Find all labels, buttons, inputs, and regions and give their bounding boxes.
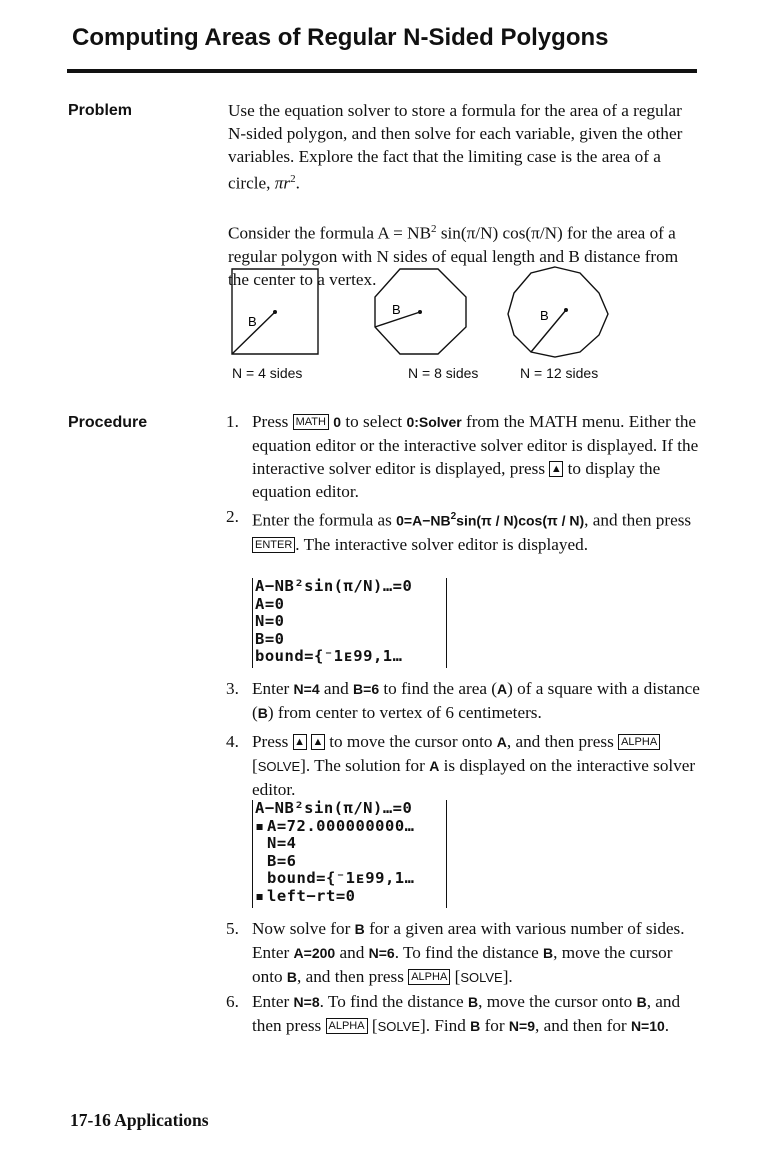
calculator-screen-2 (252, 800, 447, 908)
alpha-key: ALPHA (408, 969, 450, 985)
step-3: 3. Enter N=4 and B=6 to find the area (A) of a square with a distance (B) from center to vertex of 6 centimeters. (226, 679, 700, 722)
polygon-figures (220, 262, 640, 382)
math-key: MATH (293, 414, 329, 430)
screen-line: ▪ left−rt=0 (255, 886, 356, 905)
screen-line: B=0 (255, 629, 285, 648)
octagon-caption: N = 8 sides (408, 365, 479, 381)
step-4: 4. Press ▲ ▲ to move the cursor onto A, and then press ALPHA [SOLVE]. The solution for A is displayed on the interactive solver editor. (226, 732, 696, 799)
step-number: 2. (226, 507, 239, 526)
screen-line: A=0 (255, 594, 285, 613)
screen-line: N=0 (255, 612, 285, 630)
screen-line: bound={⁻1ᴇ99,1… (255, 647, 403, 665)
alpha-key: ALPHA (326, 1018, 368, 1034)
problem-paragraph-2: Consider the formula $A = NB^2$ sin(π/N) cos(π/N) for the area of a regular polygon with N sides of equal length and B distance from the center to a vertex. (228, 223, 679, 289)
dodecagon-radius-label: B (540, 308, 549, 323)
screen-line: B=6 (267, 851, 297, 870)
calculator-screen-1 (252, 578, 447, 668)
square-radius-label: B (248, 314, 257, 329)
step-5: 5. Now solve for B for a given area with various number of sides. Enter A=200 and N=6. To find the distance B, move the cursor onto B, and then press ALPHA [SOLVE]. (226, 919, 685, 986)
enter-key: ENTER (252, 537, 295, 553)
step-6: 6. Enter N=8. To find the distance B, move the cursor onto B, and then press ALPHA [SOLVE]. Find B for N=9, and then for N=10. (226, 992, 681, 1035)
screen-line: A−NB²sin(π/N)…=0 (255, 800, 413, 817)
problem-heading: Problem (68, 102, 133, 119)
screen-line: N=4 (267, 834, 297, 852)
title-rule (67, 69, 697, 73)
octagon-figure (375, 269, 466, 354)
octagon-radius-label: B (392, 302, 401, 317)
step-number: 6. (226, 992, 239, 1011)
step-1: 1. Press MATH 0 to select 0:Solver from the MATH menu. Either the equation editor or the interactive solver editor is displayed. If the interactive solver editor is displayed, press ▲ to display the equation editor. (226, 412, 699, 501)
up-arrow-key: ▲ (312, 736, 324, 748)
screen-line: ▪ A=72.000000000… (255, 816, 415, 835)
procedure-heading: Procedure (68, 414, 148, 431)
square-caption: N = 4 sides (232, 365, 303, 381)
page-title: Computing Areas of Regular N-Sided Polygons (72, 24, 609, 51)
step-number: 5. (226, 919, 239, 938)
step-number: 3. (226, 679, 239, 698)
alpha-key: ALPHA (618, 734, 660, 750)
problem-paragraph-1: Use the equation solver to store a formula for the area of a regular N-sided polygon, and then solve for each variable, given the other variables. Explore the fact that the limiting case is the area of a circle, $\pi r^2$. (228, 101, 683, 193)
dodecagon-caption: N = 12 sides (520, 365, 599, 381)
up-arrow-key: ▲ (550, 463, 562, 475)
screen-line: A−NB²sin(π/N)…=0 (255, 578, 413, 595)
dodecagon-figure (508, 267, 608, 357)
up-arrow-key: ▲ (294, 736, 306, 748)
step-number: 1. (226, 412, 239, 431)
screen-line: bound={⁻1ᴇ99,1… (267, 869, 415, 887)
page-footer: 17-16 Applications (70, 1110, 209, 1130)
step-2: 2. Enter the formula as $0=A-NB^2\sin(\pi / N)\cos(\pi / N)$, and then press ENTER . The interactive solver editor is displayed. (226, 507, 692, 554)
square-figure (232, 269, 318, 354)
step-number: 4. (226, 732, 239, 751)
